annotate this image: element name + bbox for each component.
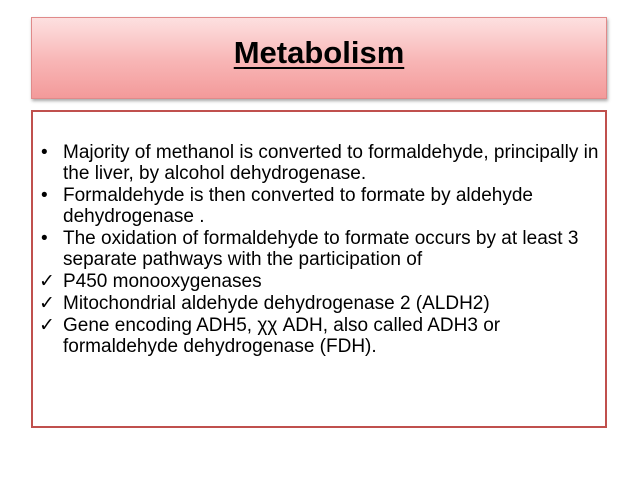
list-item-text: Formaldehyde is then converted to formate by aldehyde dehydrogenase . bbox=[63, 185, 533, 227]
list-item-text: Gene encoding ADH5, χχ ADH, also called ADH3 or formaldehyde dehydrogenase (FDH). bbox=[63, 315, 501, 357]
slide-title: Metabolism bbox=[233, 35, 405, 70]
content-box bbox=[31, 110, 607, 428]
list-item bbox=[39, 271, 599, 292]
list-item bbox=[39, 315, 599, 357]
list-item-text: The oxidation of formaldehyde to formate occurs by at least 3 separate pathways with the participation of bbox=[63, 228, 579, 270]
list-item bbox=[39, 142, 599, 184]
checkmark-icon: ✓ bbox=[39, 315, 55, 336]
list-item-text: Mitochondrial aldehyde dehydrogenase 2 (ALDH2) bbox=[63, 293, 490, 314]
bullet-list bbox=[39, 142, 599, 358]
bullet-icon: • bbox=[41, 142, 48, 163]
bullet-icon: • bbox=[41, 228, 48, 249]
list-item-text: Majority of methanol is converted to formaldehyde, principally in the liver, by alcohol dehydrogenase. bbox=[63, 142, 599, 184]
checkmark-icon: ✓ bbox=[39, 293, 55, 314]
list-item bbox=[39, 185, 599, 227]
list-item-text: P450 monooxygenases bbox=[63, 271, 262, 292]
list-item bbox=[39, 228, 599, 270]
checkmark-icon: ✓ bbox=[39, 271, 55, 292]
list-item bbox=[39, 293, 599, 314]
bullet-icon: • bbox=[41, 185, 48, 206]
title-box bbox=[31, 17, 607, 99]
